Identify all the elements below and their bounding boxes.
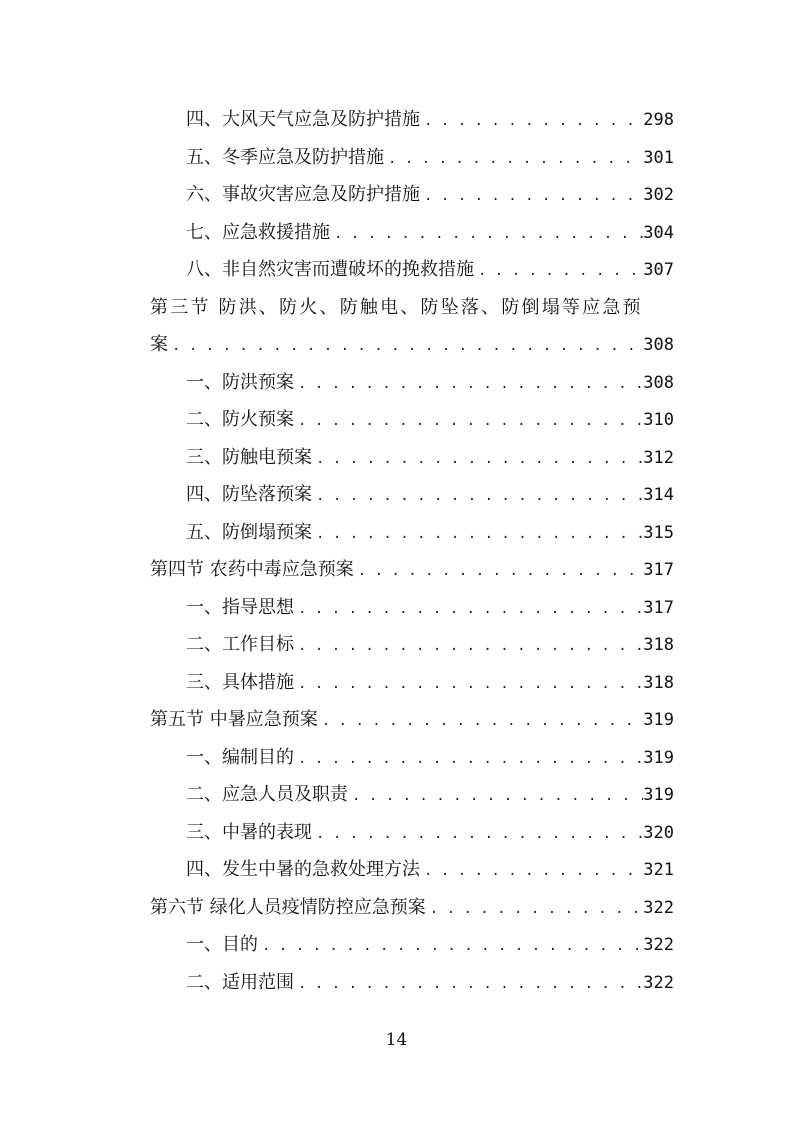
toc-entry-title: 三、防触电预案 <box>186 446 312 468</box>
toc-entry-page: 314 <box>643 485 674 505</box>
toc-entry[interactable] <box>150 964 674 1002</box>
toc-entry-page: 315 <box>643 522 674 543</box>
toc-entry[interactable] <box>150 326 674 364</box>
toc-leader-dots <box>318 703 644 739</box>
toc-leader-dots <box>312 816 643 852</box>
toc-leader-dots <box>294 966 643 1002</box>
toc-entry-title: 第六节 绿化人员疫情防控应急预案 <box>150 896 426 918</box>
toc-entry-page: 319 <box>643 747 674 768</box>
toc-entry[interactable] <box>150 101 674 139</box>
toc-entry-page: 298 <box>643 110 674 130</box>
toc-entry[interactable] <box>150 739 674 777</box>
toc-entry[interactable] <box>150 589 674 627</box>
toc-entry-title: 八、非自然灾害而遭破坏的挽救措施 <box>186 259 474 280</box>
toc-entry[interactable] <box>150 664 674 702</box>
toc-leader-dots <box>354 553 644 589</box>
toc-entry-page: 319 <box>643 785 674 805</box>
toc-entry-page: 307 <box>643 260 674 280</box>
toc-entry[interactable] <box>150 626 674 664</box>
toc-entry-page: 320 <box>643 822 674 843</box>
page-number: 14 <box>385 1030 408 1050</box>
toc-entry-title: 一、编制目的 <box>186 746 294 768</box>
toc-leader-dots <box>294 403 643 439</box>
toc-entry-page: 322 <box>643 935 674 955</box>
toc-entry-title: 一、目的 <box>186 934 258 955</box>
toc-leader-dots <box>294 666 643 702</box>
toc-entry-title: 四、大风天气应急及防护措施 <box>186 109 420 130</box>
toc-entry-page: 318 <box>643 672 674 693</box>
toc-entry[interactable] <box>150 476 674 514</box>
toc-entry[interactable] <box>150 176 674 214</box>
toc-section-entry[interactable] <box>150 551 674 589</box>
toc-entry-page: 312 <box>643 447 674 468</box>
toc-leader-dots <box>294 591 643 627</box>
toc-entry-page: 322 <box>643 897 674 918</box>
toc-entry-page: 317 <box>643 597 674 618</box>
toc-entry[interactable] <box>150 776 674 814</box>
toc-entry[interactable] <box>150 251 674 289</box>
toc-entry-page: 301 <box>643 147 674 168</box>
toc-leader-dots <box>420 178 643 214</box>
toc-entry-title: 二、工作目标 <box>186 634 294 655</box>
toc-entry-title: 第四节 农药中毒应急预案 <box>150 559 354 580</box>
toc-entry-page: 321 <box>643 860 674 880</box>
toc-leader-dots <box>348 778 643 814</box>
toc-entry-title: 第五节 中暑应急预案 <box>150 709 318 730</box>
toc-leader-dots <box>258 928 643 964</box>
toc-entry-title: 五、防倒塌预案 <box>186 521 312 543</box>
toc-leader-dots <box>330 216 643 252</box>
toc-leader-dots <box>384 141 643 177</box>
toc-entry[interactable] <box>150 514 674 552</box>
toc-entry-title: 四、发生中暑的急救处理方法 <box>186 859 420 880</box>
toc-entry-page: 304 <box>643 222 674 243</box>
toc-entry-page: 318 <box>643 635 674 655</box>
toc-entry-page: 319 <box>643 710 674 730</box>
toc-leader-dots <box>474 253 643 289</box>
toc-entry-title: 一、防洪预案 <box>186 371 294 393</box>
toc-entry-title: 三、中暑的表现 <box>186 821 312 843</box>
toc-entry-title: 二、防火预案 <box>186 409 294 430</box>
toc-leader-dots <box>312 478 643 514</box>
toc-entry[interactable] <box>150 364 674 402</box>
toc-entry-page: 310 <box>643 410 674 430</box>
table-of-contents <box>150 101 674 1001</box>
toc-entry-page: 308 <box>643 335 674 355</box>
toc-section-entry[interactable] <box>150 889 674 927</box>
toc-entry-page: 317 <box>643 560 674 580</box>
toc-entry-page: 308 <box>643 372 674 393</box>
toc-entry[interactable] <box>150 851 674 889</box>
toc-entry[interactable] <box>150 439 674 477</box>
toc-entry-page: 322 <box>643 972 674 993</box>
toc-entry[interactable] <box>150 926 674 964</box>
toc-entry-title: 六、事故灾害应急及防护措施 <box>186 184 420 205</box>
toc-section-entry[interactable] <box>150 701 674 739</box>
toc-entry[interactable] <box>150 139 674 177</box>
toc-entry-title-continued: 案 <box>150 334 168 355</box>
toc-leader-dots <box>294 741 643 777</box>
toc-entry-page: 302 <box>643 185 674 205</box>
toc-entry[interactable] <box>150 214 674 252</box>
toc-entry-title: 七、应急救援措施 <box>186 221 330 243</box>
toc-entry-title: 三、具体措施 <box>186 671 294 693</box>
toc-leader-dots <box>426 891 644 927</box>
toc-entry-title: 二、适用范围 <box>186 971 294 993</box>
toc-leader-dots <box>294 628 643 664</box>
toc-leader-dots <box>312 516 643 552</box>
toc-entry-title: 四、防坠落预案 <box>186 484 312 505</box>
toc-leader-dots <box>312 441 643 477</box>
toc-leader-dots <box>168 328 643 364</box>
toc-leader-dots <box>420 103 643 139</box>
toc-entry-title: 五、冬季应急及防护措施 <box>186 146 384 168</box>
toc-entry-title: 二、应急人员及职责 <box>186 784 348 805</box>
toc-leader-dots <box>420 853 643 889</box>
toc-entry[interactable] <box>150 814 674 852</box>
toc-leader-dots <box>294 366 643 402</box>
toc-entry-title: 一、指导思想 <box>186 596 294 618</box>
toc-entry[interactable] <box>150 401 674 439</box>
toc-section-heading[interactable]: 第三节 防洪、防火、防触电、防坠落、防倒塌等应急预 <box>150 296 643 318</box>
